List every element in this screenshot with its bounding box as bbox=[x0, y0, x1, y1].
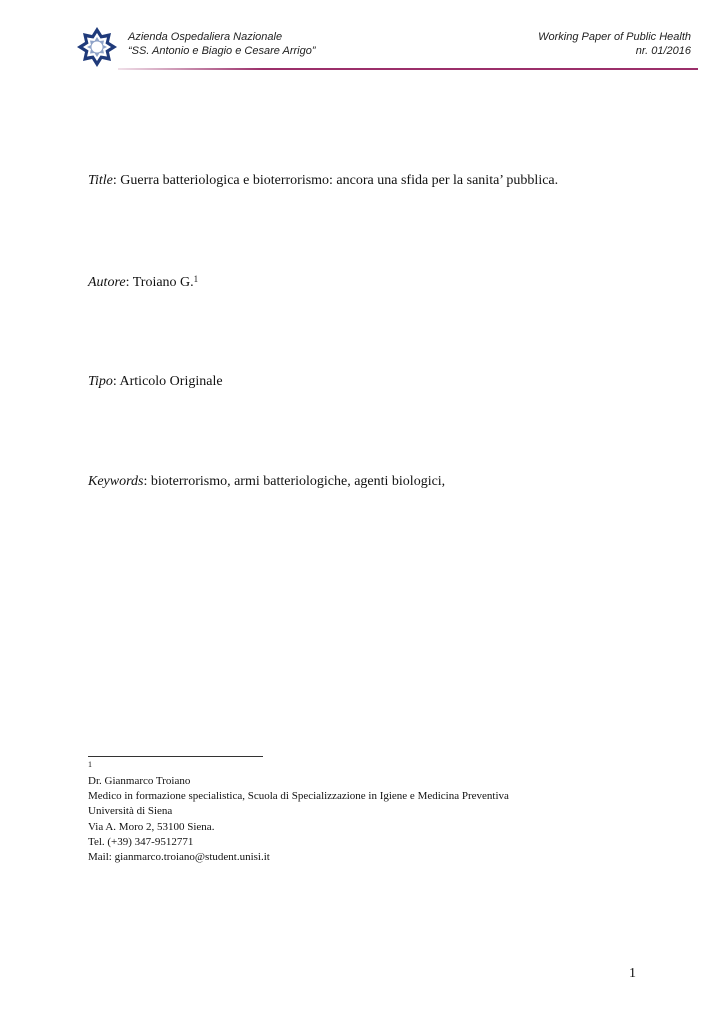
page-number: 1 bbox=[629, 966, 636, 981]
footnote-line: Via A. Moro 2, 53100 Siena. bbox=[88, 820, 215, 833]
footnote-line: Tel. (+39) 347-9512771 bbox=[88, 835, 194, 848]
footnote-email[interactable]: Mail: gianmarco.troiano@student.unisi.it bbox=[88, 851, 270, 864]
author-footnote-ref[interactable]: 1 bbox=[193, 274, 199, 284]
paper-keywords bbox=[88, 473, 445, 491]
header-rule bbox=[118, 68, 698, 70]
author-label: Autore bbox=[88, 275, 126, 290]
header-organization bbox=[128, 30, 316, 58]
header-series-line2: nr. 01/2016 bbox=[635, 45, 691, 57]
header-org-line1: Azienda Ospedaliera Nazionale bbox=[128, 31, 283, 43]
footnote-line: Dr. Gianmarco Troiano bbox=[88, 775, 191, 787]
title-label: Title bbox=[88, 173, 113, 188]
footnote-line: Università di Siena bbox=[88, 805, 173, 818]
paper-type bbox=[88, 373, 223, 391]
paper-title bbox=[88, 172, 558, 190]
author-value: : Troiano G. bbox=[125, 275, 194, 290]
type-value: : Articolo Originale bbox=[112, 374, 223, 389]
footnote-separator bbox=[88, 756, 263, 757]
hospital-star-logo-icon bbox=[76, 26, 118, 68]
header-series bbox=[538, 30, 691, 58]
keywords-value: : bioterrorismo, armi batteriologiche, agenti biologici, bbox=[143, 474, 446, 489]
paper-author bbox=[88, 274, 198, 292]
footnote-marker: 1 bbox=[88, 760, 92, 769]
footnote-body bbox=[88, 774, 509, 865]
footnote-line: Medico in formazione specialistica, Scuola di Specializzazione in Igiene e Medicina Preventiva bbox=[88, 790, 509, 803]
header-org-line2: “SS. Antonio e Biagio e Cesare Arrigo” bbox=[128, 45, 316, 57]
keywords-label: Keywords bbox=[88, 474, 144, 489]
header-series-line1: Working Paper of Public Health bbox=[538, 31, 691, 43]
type-label: Tipo bbox=[88, 374, 113, 389]
title-value: : Guerra batteriologica e bioterrorismo: ancora una sfida per la sanita’ pubblica. bbox=[112, 173, 559, 188]
